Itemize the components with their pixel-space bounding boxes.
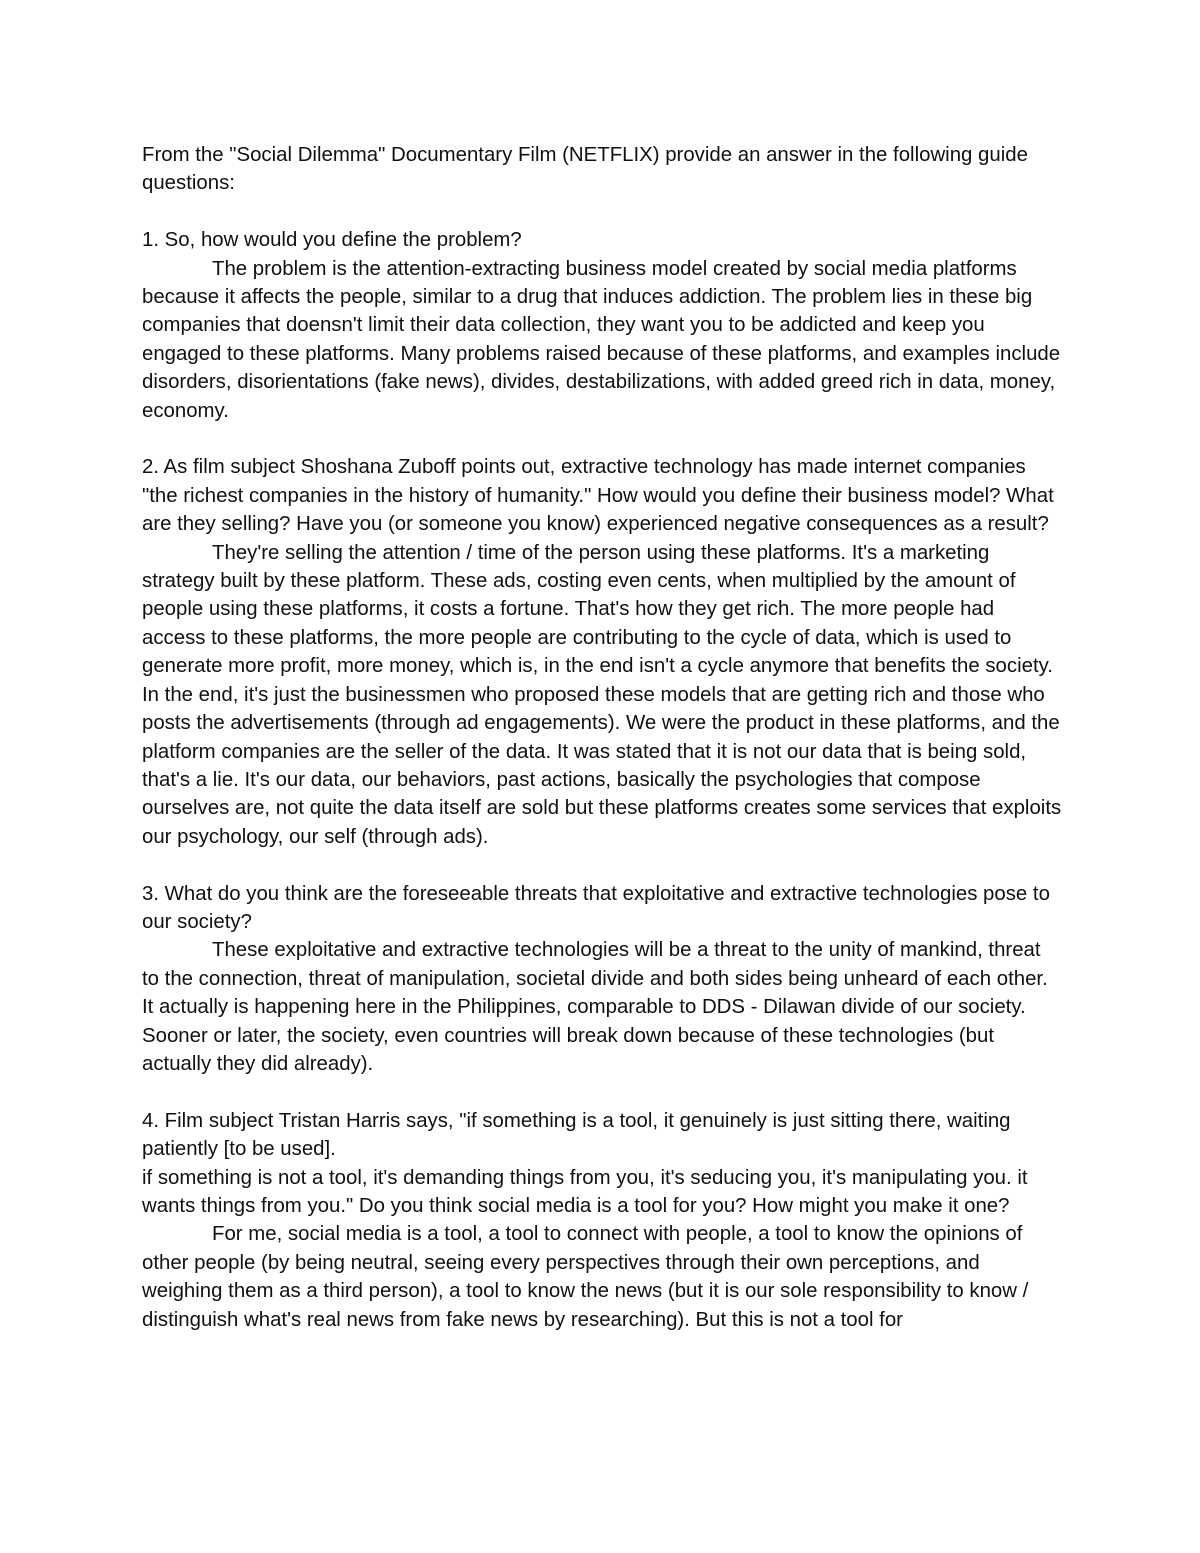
answer-1: The problem is the attention-extracting business model created by social media platforms because it affects the people, similar to a drug that induces addiction. The problem lies in these big companies that doensn't limit their data collection, they want you to be addicted and keep you engaged to these platforms. Many problems raised because of these platforms, and examples include disorders, disorientations (fake news), divides, destabilizations, with added greed rich in data, money, economy.: [142, 257, 1061, 422]
spacer: [142, 1078, 1062, 1106]
question-4-part-2: if something is not a tool, it's demanding things from you, it's seducing you, it's manipulating you. it wants things from you." Do you think social media is a tool for you? How might you make it one?: [142, 1166, 1028, 1217]
answer-4: For me, social media is a tool, a tool to connect with people, a tool to know the opinions of other people (by being neutral, seeing every perspectives through their own perceptions, and weighing them as a third person), a tool to know the news (but it is our sole responsibility to know / distinguish what's real news from fake news by researching). But this is not a tool for: [142, 1223, 1029, 1331]
spacer: [142, 425, 1062, 453]
question-2: 2. As film subject Shoshana Zuboff points out, extractive technology has made internet companies "the richest companies in the history of humanity." How would you define their business model? What are they selling? Have you (or someone you know) experienced negative consequences as a result?: [142, 456, 1054, 536]
spacer: [142, 198, 1062, 226]
answer-2: They're selling the attention / time of the person using these platforms. It's a marketing strategy built by these platform. These ads, costing even cents, when multiplied by the amount of people using these platforms, it costs a fortune. That's how they get rich. The more people had access to these platforms, the more people are contributing to the cycle of data, which is used to generate more profit, more money, which is, in the end isn't a cycle anymore that benefits the society. In the end, it's just the businessmen who proposed these models that are getting rich and those who posts the advertisements (through ad engagements). We were the product in these platforms, and the platform companies are the seller of the data. It was stated that it is not our data that is being sold, that's a lie. It's our data, our behaviors, past actions, basically the psychologies that compose ourselves are, not quite the data itself are sold but these platforms creates some services that exploits our psychology, our self (through ads).: [142, 541, 1062, 848]
question-1: 1. So, how would you define the problem?: [142, 229, 522, 252]
answer-3: These exploitative and extractive technologies will be a threat to the unity of mankind, threat to the connection, threat of manipulation, societal divide and both sides being unheard of each other. It actually is happening here in the Philippines, comparable to DDS - Dilawan divide of our society. Sooner or later, the society, even countries will break down because of these technologies (but actually they did already).: [142, 939, 1048, 1075]
intro-paragraph: From the "Social Dilemma" Documentary Film (NETFLIX) provide an answer in the following guide questions:: [142, 144, 1028, 195]
question-3: 3. What do you think are the foreseeable threats that exploitative and extractive technologies pose to our society?: [142, 882, 1050, 933]
document-body: [142, 141, 1062, 1334]
spacer: [142, 851, 1062, 879]
question-4-part-1: 4. Film subject Tristan Harris says, "if something is a tool, it genuinely is just sitting there, waiting patiently [to be used].: [142, 1109, 1011, 1161]
